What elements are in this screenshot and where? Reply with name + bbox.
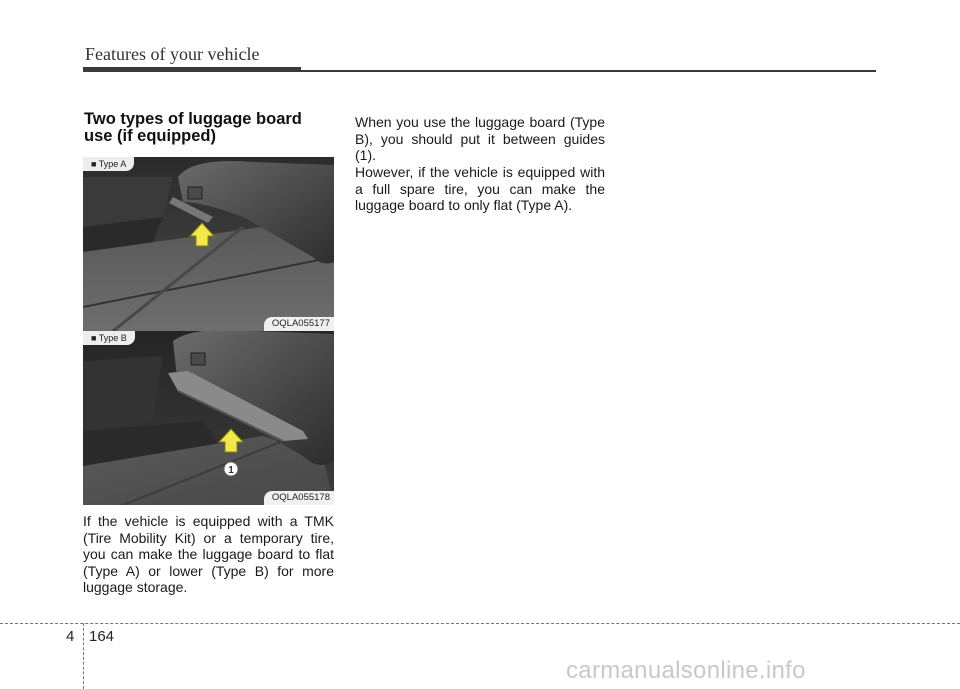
header-rule [83, 70, 876, 72]
right-paragraph-1: When you use the luggage board (Type B), you should put it between guides (1). [355, 114, 605, 163]
left-paragraph: If the vehicle is equipped with a TMK (Tire Mobility Kit) or a temporary tire, you can make the luggage board to flat (Type A) or lower (Type B) for more luggage storage. [83, 513, 334, 595]
luggage-board-photo-b [83, 331, 334, 505]
figure-type-b-label: ■ Type B [83, 331, 135, 345]
chapter-number: 4 [66, 628, 75, 645]
section-heading-line2: use (if equipped) [84, 127, 216, 145]
luggage-board-photo-a [83, 157, 334, 331]
figure-type-a [83, 157, 334, 331]
figure-type-a-code: OQLA055177 [264, 317, 334, 331]
section-heading [84, 111, 344, 145]
page-number: 164 [89, 628, 115, 645]
figure-type-a-label: ■ Type A [83, 157, 134, 171]
watermark-text: carmanualsonline.info [566, 657, 806, 684]
footer-rule [0, 623, 960, 624]
right-paragraph-2: However, if the vehicle is equipped with a full spare tire, you can make the luggage board to only flat (Type A). [355, 164, 605, 213]
section-heading-line1: Two types of luggage board [84, 110, 302, 128]
figure-type-b-code: OQLA055178 [264, 491, 334, 505]
figure-type-b [83, 331, 334, 505]
footer-divider [83, 623, 84, 689]
callout-1: 1 [228, 465, 234, 476]
header-title: Features of your vehicle [85, 44, 260, 64]
